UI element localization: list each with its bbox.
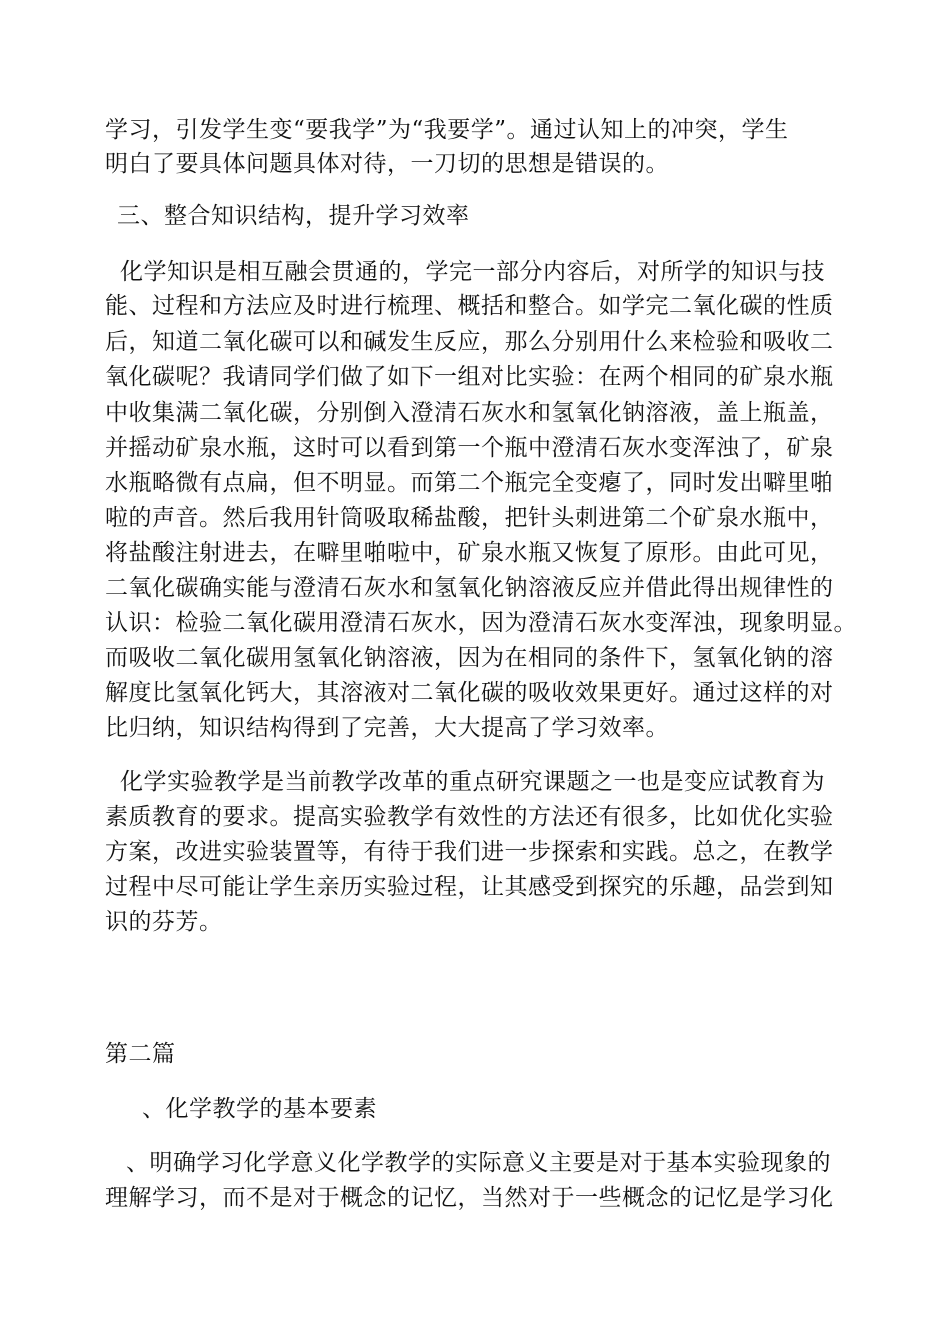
paragraph-integration-line: 水瓶略微有点扁，但不明显。而第二个瓶完全变瘪了，同时发出噼里啪 xyxy=(105,470,834,496)
paragraph-meaning-line: 理解学习，而不是对于概念的记忆，当然对于一些概念的记忆是学习化 xyxy=(105,1185,834,1211)
paragraph-integration-line: 啦的声音。然后我用针筒吸取稀盐酸，把针头刺进第二个矿泉水瓶中， xyxy=(105,505,834,531)
paragraph-integration-line: 化学知识是相互融会贯通的，学完一部分内容后，对所学的知识与技 xyxy=(120,259,825,285)
paragraph-integration-line: 解度比氢氧化钙大，其溶液对二氧化碳的吸收效果更好。通过这样的对 xyxy=(105,680,834,706)
paragraph-integration-line: 能、过程和方法应及时进行梳理、概括和整合。如学完二氧化碳的性质 xyxy=(105,293,834,319)
paragraph-integration-line: 二氧化碳确实能与澄清石灰水和氢氧化钠溶液反应并借此得出规律性的 xyxy=(105,575,834,601)
paragraph-integration-line: 后，知道二氧化碳可以和碱发生反应，那么分别用什么来检验和吸收二 xyxy=(105,329,834,355)
paragraph-integration-line: 中收集满二氧化碳，分别倒入澄清石灰水和氢氧化钠溶液，盖上瓶盖， xyxy=(105,400,834,426)
paragraph-conclusion-line: 化学实验教学是当前教学改革的重点研究课题之一也是变应试教育为 xyxy=(120,769,825,795)
paragraph-integration-line: 并摇动矿泉水瓶，这时可以看到第一个瓶中澄清石灰水变浑浊了，矿泉 xyxy=(105,435,834,461)
paragraph-conclusion-line: 过程中尽可能让学生亲历实验过程，让其感受到探究的乐趣，品尝到知 xyxy=(105,874,834,900)
paragraph-meaning-line: 、明确学习化学意义化学教学的实际意义主要是对于基本实验现象的 xyxy=(126,1150,831,1176)
paragraph-integration-line: 认识：检验二氧化碳用澄清石灰水，因为澄清石灰水变浑浊，现象明显。 xyxy=(105,610,857,636)
section-heading: 三、整合知识结构，提升学习效率 xyxy=(117,203,470,229)
paragraph-conclusion-line: 方案，改进实验装置等，有待于我们进一步探索和实践。总之，在教学 xyxy=(105,839,834,865)
paragraph-intro-line: 明白了要具体问题具体对待，一刀切的思想是错误的。 xyxy=(105,151,669,177)
part-title: 第二篇 xyxy=(105,1041,176,1067)
paragraph-integration-line: 将盐酸注射进去，在噼里啪啦中，矿泉水瓶又恢复了原形。由此可见， xyxy=(105,540,834,566)
paragraph-integration-line: 而吸收二氧化碳用氢氧化钠溶液，因为在相同的条件下，氢氧化钠的溶 xyxy=(105,645,834,671)
paragraph-conclusion-line: 素质教育的要求。提高实验教学有效性的方法还有很多，比如优化实验 xyxy=(105,804,834,830)
paragraph-conclusion-line: 识的芬芳。 xyxy=(105,909,223,935)
paragraph-integration-line: 氧化碳呢？我请同学们做了如下一组对比实验：在两个相同的矿泉水瓶 xyxy=(105,364,834,390)
section-heading: 、化学教学的基本要素 xyxy=(142,1096,377,1122)
paragraph-intro-line: 学习，引发学生变“要我学”为“我要学”。通过认知上的冲突，学生 xyxy=(105,117,789,143)
paragraph-integration-line: 比归纳，知识结构得到了完善，大大提高了学习效率。 xyxy=(105,715,669,741)
